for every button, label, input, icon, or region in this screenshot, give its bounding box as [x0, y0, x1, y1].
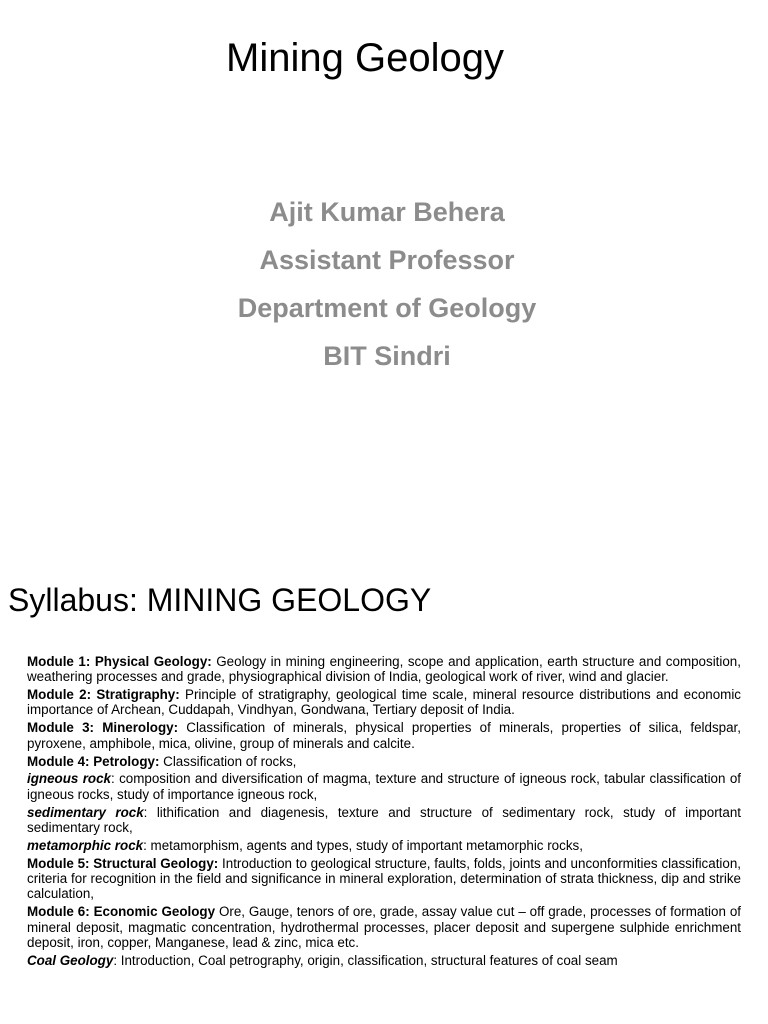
syllabus-slide: [0, 548, 768, 1024]
topic-metamorphic-rock: [27, 838, 741, 853]
syllabus-title: Syllabus: MINING GEOLOGY: [8, 582, 432, 618]
deck-title: Mining Geology: [226, 36, 504, 80]
module-petrology: [27, 754, 741, 769]
module-label: Module 3: Minerology:: [27, 720, 179, 736]
topic-label: igneous rock: [27, 771, 111, 787]
module-structural-geology: [27, 856, 741, 902]
topic-coal-geology: [27, 953, 741, 968]
author-block: [0, 188, 768, 380]
topic-label: metamorphic rock: [27, 837, 144, 853]
author-position: Assistant Professor: [259, 245, 515, 275]
topic-text: : metamorphism, agents and types, study of important metamorphic rocks,: [143, 837, 583, 853]
topic-text: : lithification and diagenesis, texture and structure of sedimentary rock, study of important sedimentary rock,: [27, 804, 741, 835]
author-name: Ajit Kumar Behera: [269, 197, 505, 227]
author-institution: BIT Sindri: [323, 341, 451, 371]
module-text: Classification of minerals, physical properties of minerals, properties of silica, feldspar, pyroxene, amphibole, mica, olivine, group of minerals and calcite.: [27, 720, 741, 751]
module-stratigraphy: [27, 687, 741, 718]
module-physical-geology: [27, 654, 741, 685]
module-minerology: [27, 720, 741, 751]
module-label: Module 6: Economic Geology: [27, 904, 216, 920]
topic-label: sedimentary rock: [27, 804, 144, 820]
topic-text: : Introduction, Coal petrography, origin, classification, structural features of coal seam: [113, 952, 618, 968]
topic-igneous-rock: [27, 771, 741, 802]
topic-sedimentary-rock: [27, 805, 741, 836]
module-label: Module 2: Stratigraphy:: [27, 687, 180, 703]
topic-label: Coal Geology: [27, 952, 114, 968]
module-text: Ore, Gauge, tenors of ore, grade, assay value cut – off grade, processes of formation of mineral deposit, magmatic concentration, hydrothermal processes, placer deposit and supergene sulphide enrichment deposit, iron, copper, Manganese, lead & zinc, mica etc.: [27, 904, 741, 950]
module-text: Geology in mining engineering, scope and application, earth structure and composition, weathering processes and grade, physiographical division of India, geological work of river, wind and glacier.: [27, 654, 741, 685]
module-label: Module 4: Petrology:: [27, 753, 160, 769]
author-department: Department of Geology: [237, 293, 537, 323]
module-text: Classification of rocks,: [159, 753, 297, 769]
syllabus-body: [27, 654, 741, 968]
module-text: Principle of stratigraphy, geological time scale, mineral resource distributions and economic importance of Archean, Cuddapah, Vindhyan, Gondwana, Tertiary deposit of India.: [27, 687, 741, 718]
module-label: Module 1: Physical Geology:: [27, 654, 212, 669]
module-label: Module 5: Structural Geology:: [27, 855, 219, 871]
module-economic-geology: [27, 904, 741, 950]
module-text: Introduction to geological structure, faults, folds, joints and unconformities classification, criteria for recognition in the field and significance in mineral exploration, determination of strata thickness, dip and strike calculation,: [27, 855, 742, 902]
topic-text: : composition and diversification of magma, texture and structure of igneous rock, tabular classification of igneous rocks, study of importance igneous rock,: [27, 771, 741, 802]
